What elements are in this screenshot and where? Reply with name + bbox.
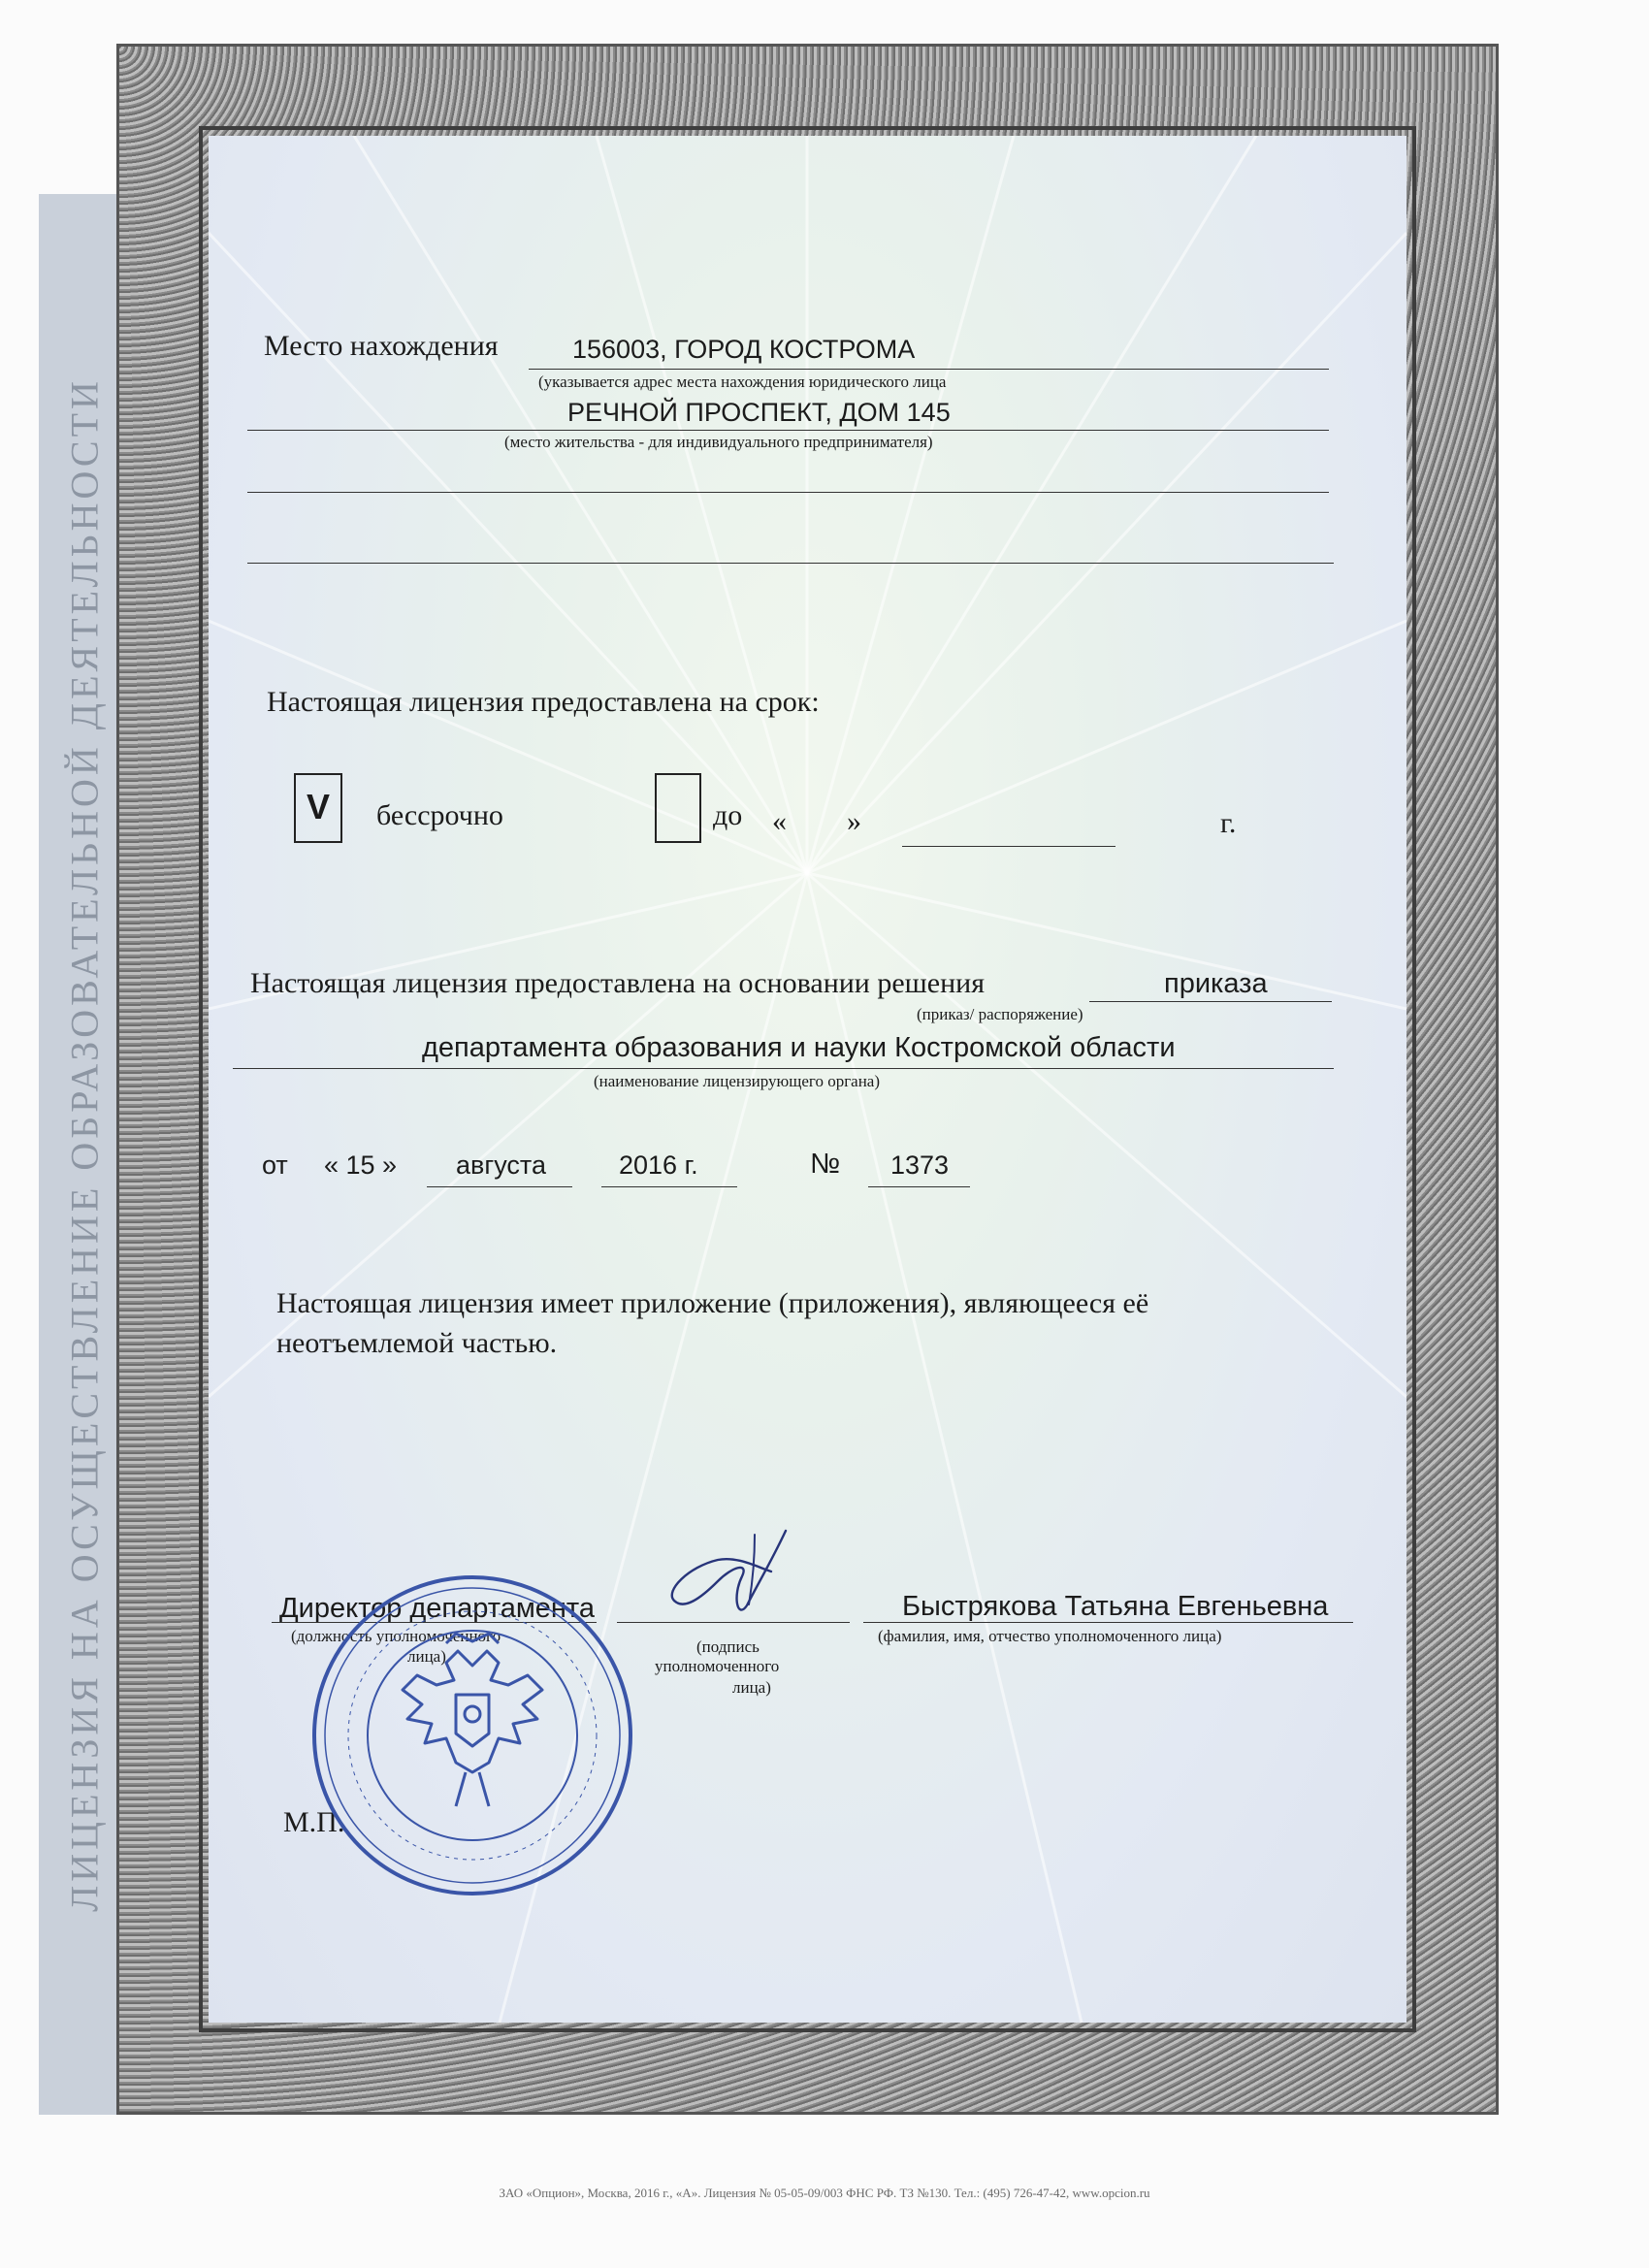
location-line2-value: РЕЧНОЙ ПРОСПЕКТ, ДОМ 145 xyxy=(567,398,951,427)
signature-note-3: лица) xyxy=(732,1678,771,1697)
signature-note-1: (подпись xyxy=(696,1637,760,1656)
signature-note-2: уполномоченного xyxy=(655,1657,780,1675)
date-month-rule xyxy=(427,1186,572,1187)
appendix-text-line1: Настоящая лицензия имеет приложение (приложения), являющееся её xyxy=(276,1287,1149,1319)
basis-decision-rule xyxy=(1089,1001,1332,1002)
date-year: 2016 г. xyxy=(619,1150,698,1180)
term-heading: Настоящая лицензия предоставлена на срок: xyxy=(267,686,820,718)
until-quote-open: « xyxy=(772,805,787,837)
decision-number: 1373 xyxy=(890,1150,950,1180)
decision-number-rule xyxy=(868,1186,970,1187)
basis-decision-type: приказа xyxy=(1164,968,1268,999)
until-label: до xyxy=(713,799,743,831)
until-year-suffix: г. xyxy=(1220,807,1237,839)
perpetual-check-mark: V xyxy=(306,787,330,826)
appendix-text-line2: неотъемлемой частью. xyxy=(276,1327,558,1359)
stamp-place-label: М.П. xyxy=(283,1806,345,1838)
location-line2-note: (место жительства - для индивидуального предпринимателя) xyxy=(504,433,933,451)
date-year-rule xyxy=(601,1186,737,1187)
location-line1-value: 156003, ГОРОД КОСТРОМА xyxy=(572,335,916,364)
location-label: Место нахождения xyxy=(264,330,499,362)
printer-footer: ЗАО «Опцион», Москва, 2016 г., «А». Лицензия № 05-05-09/003 ФНС РФ. ТЗ №130. Тел.: (495) 726-47-42, www.opcion.ru xyxy=(499,2186,1150,2200)
perpetual-checkbox xyxy=(294,773,342,843)
until-quote-close: » xyxy=(847,805,861,837)
date-prefix: от xyxy=(262,1150,288,1180)
location-line1-note: (указывается адрес места нахождения юридического лица xyxy=(538,373,947,391)
date-month: августа xyxy=(456,1150,546,1180)
perpetual-label: бессрочно xyxy=(376,799,503,831)
location-line2-rule xyxy=(247,430,1329,431)
basis-label: Настоящая лицензия предоставлена на основании решения xyxy=(250,967,986,999)
signer-position-note-1: (должность уполномоченного xyxy=(291,1627,501,1645)
location-line1-rule xyxy=(529,369,1329,370)
blank-rule-1 xyxy=(247,492,1329,493)
date-day: « 15 » xyxy=(324,1150,398,1180)
basis-decision-note: (приказ/ распоряжение) xyxy=(917,1005,1083,1023)
signer-name-rule xyxy=(863,1622,1353,1623)
signer-name-note: (фамилия, имя, отчество уполномоченного лица) xyxy=(878,1627,1222,1645)
until-year-rule xyxy=(902,846,1116,847)
signer-position: Директор департамента xyxy=(279,1593,596,1624)
signer-position-note-2: лица) xyxy=(407,1647,446,1666)
basis-authority-rule xyxy=(233,1068,1334,1069)
handwritten-signature xyxy=(640,1523,815,1630)
side-band-title: ЛИЦЕНЗИЯ НА ОСУЩЕСТВЛЕНИЕ ОБРАЗОВАТЕЛЬНОЙ ДЕЯТЕЛЬНОСТИ xyxy=(62,377,107,1912)
blank-rule-2 xyxy=(247,563,1334,564)
signer-full-name: Быстрякова Татьяна Евгеньевна xyxy=(902,1591,1329,1622)
number-sign: № xyxy=(810,1149,841,1180)
until-checkbox xyxy=(655,773,701,843)
basis-authority-note: (наименование лицензирующего органа) xyxy=(594,1072,881,1090)
basis-authority: департамента образования и науки Костромской области xyxy=(422,1032,1176,1063)
official-seal xyxy=(310,1573,635,1898)
